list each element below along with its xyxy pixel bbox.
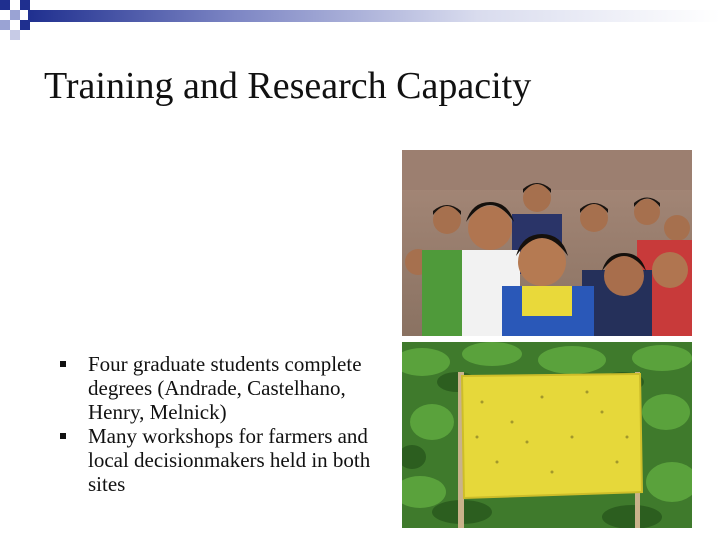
deco-square — [20, 0, 30, 10]
square-bullet-icon — [60, 433, 66, 439]
header-gradient-bar — [28, 10, 720, 22]
deco-square — [10, 30, 20, 40]
bullet-item — [60, 352, 390, 424]
bullet-list — [60, 352, 390, 496]
children-photo — [402, 150, 692, 336]
square-bullet-icon — [60, 361, 66, 367]
header-decoration — [0, 0, 720, 40]
bullet-item — [60, 424, 390, 496]
slide-title: Training and Research Capacity — [44, 65, 532, 107]
deco-square — [10, 10, 20, 20]
bullet-text: Four graduate students complete degrees (Andrade, Castelhano, Henry, Melnick) — [88, 352, 362, 424]
deco-square — [0, 20, 10, 30]
sticky-trap-photo — [402, 342, 692, 528]
deco-square — [0, 0, 10, 10]
bullet-text: Many workshops for farmers and local decisionmakers held in both sites — [88, 424, 371, 496]
